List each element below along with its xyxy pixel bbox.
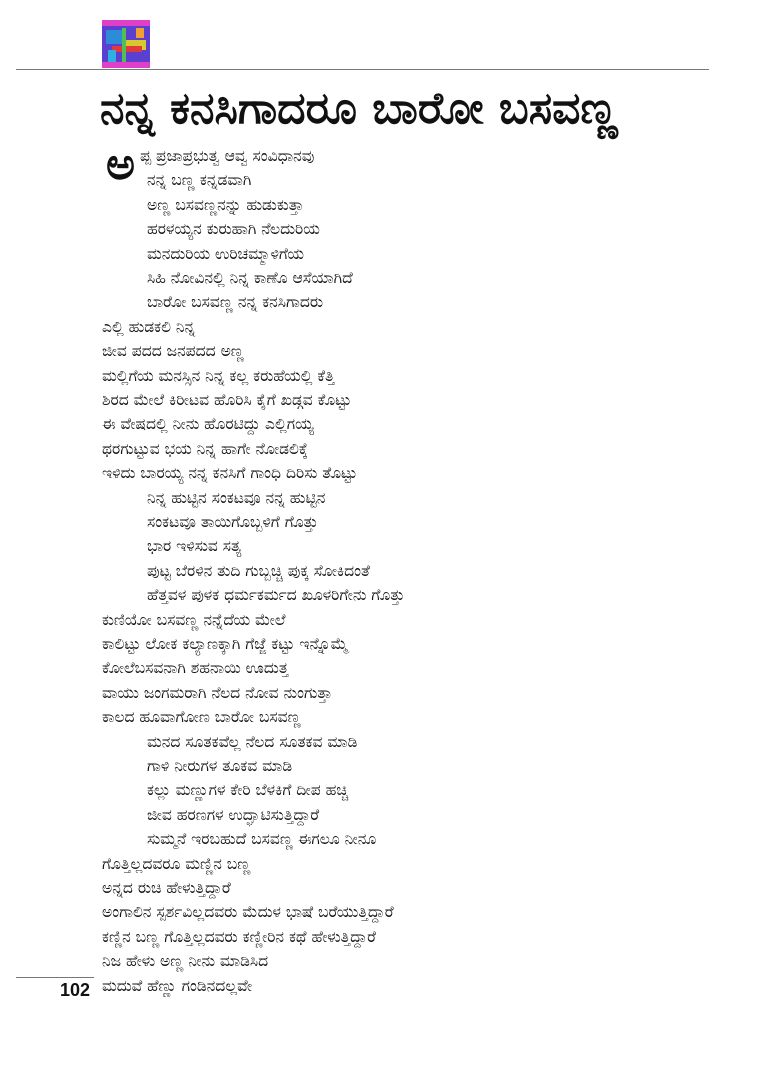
poem-line: ಸುಮ್ಮನೆ ಇರಬಹುದೆ ಬಸವಣ್ಣ ಈಗಲೂ ನೀನೂ [147, 830, 377, 849]
footer-rule [16, 977, 94, 978]
poem-line: ಅನ್ನದ ರುಚಿ ಹೇಳುತ್ತಿದ್ದಾರೆ [102, 879, 231, 897]
poem-line: ಸಿಹಿ ನೋವಿನಲ್ಲಿ ನಿನ್ನ ಕಾಣೊ ಆಸೆಯಾಗಿದೆ [147, 269, 353, 287]
poem-line: ಜೀವ ಪದದ ಜನಪದದ ಅಣ್ಣ [102, 342, 244, 361]
poem-line: ಕಲ್ಲು ಮಣ್ಣುಗಳ ಕೇರಿ ಬೆಳಕಿಗೆ ದೀಪ ಹಚ್ಚಿ [147, 781, 349, 800]
poem-line: ವಾಯು ಜಂಗಮರಾಗಿ ನೆಲದ ನೋವ ನುಂಗುತ್ತಾ [102, 683, 333, 702]
poem-line: ಥರಗುಟ್ಟುವ ಭಯ ನಿನ್ನ ಹಾಗೇ ನೋಡಲಿಕ್ಕೆ [102, 439, 308, 458]
poem-title: ನನ್ನ ಕನಸಿಗಾದರೂ ಬಾರೋ ಬಸವಣ್ಣ [100, 83, 618, 134]
poem-line: ಕಣ್ಣಿನ ಬಣ್ಣ ಗೊತ್ತಿಲ್ಲದವರು ಕಣ್ಣೀರಿನ ಕಥೆ ಹೇಳುತ್ತಿದ್ದಾರೆ [102, 927, 376, 946]
poem-line: ಶಿರದ ಮೇಲೆ ಕಿರೀಟವ ಹೊರಿಸಿ ಕೈಗೆ ಖಡ್ಗವ ಕೊಟ್ಟು [102, 391, 352, 409]
poem-line: ಮದುವೆ ಹೆಣ್ಣು ಗಂಡಿನದಲ್ಲವೇ [102, 976, 253, 995]
poem-line: ಹೆತ್ತವಳ ಪುಳಕ ಧರ್ಮಕರ್ಮದ ಖೂಳರಿಗೇನು ಗೊತ್ತು [147, 586, 405, 605]
poem-line: ಮನದುರಿಯ ಉರಿಚಮ್ಮಾಳಿಗೆಯ [147, 244, 305, 263]
poem-line: ಬಾರೋ ಬಸವಣ್ಣ ನನ್ನ ಕನಸಿಗಾದರು [147, 293, 324, 312]
poem-line: ಮನದ ಸೂತಕವೆಲ್ಲ ನೆಲದ ಸೂತಕವ ಮಾಡಿ [147, 732, 358, 751]
header-rule [16, 69, 709, 70]
poem-line: ಕೋಲೆಬಸವನಾಗಿ ಶಹನಾಯಿ ಊದುತ್ತ [102, 659, 289, 678]
poem-line: ಗೊತ್ತಿಲ್ಲದವರೂ ಮಣ್ಣಿನ ಬಣ್ಣ [102, 854, 251, 873]
poem-line: ಅಂಗಾಲಿನ ಸ್ಪರ್ಶವಿಲ್ಲದವರು ಮೆದುಳ ಭಾಷೆ ಬರೆಯುತ್ತಿದ್ದಾರೆ [102, 903, 394, 922]
poem-line: ಪುಟ್ಟ ಬೆರಳಿನ ತುದಿ ಗುಬ್ಬಚ್ಚಿ ಪುಕ್ಕ ಸೋಕಿದಂತೆ [147, 561, 370, 580]
poem-line: ಗಾಳಿ ನೀರುಗಳ ತೂಕವ ಮಾಡಿ [147, 757, 293, 775]
poem-line: ಸಂಕಟವೂ ತಾಯಿಗೊಬ್ಬಳಿಗೆ ಗೊತ್ತು [147, 513, 319, 531]
drop-cap: ಅ [106, 139, 135, 190]
poem-line: ಮಲ್ಲಿಗೆಯ ಮನಸ್ಸಿನ ನಿನ್ನ ಕಲ್ಲ ಕರುಹೆಯಲ್ಲಿ ಕೆತ್ತಿ [102, 366, 335, 385]
poem-line: ಹರಳಯ್ಯನ ಕುರುಹಾಗಿ ನೆಲದುರಿಯ [147, 220, 320, 239]
poem-line: ಕುಣಿಯೋ ಬಸವಣ್ಣ ನನ್ನೆದೆಯ ಮೇಲೆ [102, 610, 286, 629]
poem-line: ನನ್ನ ಬಣ್ಣ ಕನ್ನಡವಾಗಿ [147, 171, 252, 190]
poem-line: ಅಣ್ಣ ಬಸವಣ್ಣನನ್ನು ಹುಡುಕುತ್ತಾ [147, 195, 304, 214]
poem-line: ಕಾಲದ ಹೂವಾಗೋಣ ಬಾರೋ ಬಸವಣ್ಣ [102, 708, 301, 727]
magazine-logo [102, 20, 150, 68]
poem-line: ಇಳಿದು ಬಾರಯ್ಯ ನನ್ನ ಕನಸಿಗೆ ಗಾಂಧಿ ದಿರಿಸು ತೊಟ್ಟು [102, 464, 358, 483]
poem-line: ನಿಜ ಹೇಳು ಅಣ್ಣ ನೀನು ಮಾಡಿಸಿದ [102, 952, 269, 971]
poem-line: ಈ ವೇಷದಲ್ಲಿ ನೀನು ಹೊರಟಿದ್ದು ಎಲ್ಲಿಗಯ್ಯ [102, 415, 314, 434]
poem-line: ನಿನ್ನ ಹುಟ್ಟಿನ ಸಂಕಟವೂ ನನ್ನ ಹುಟ್ಟಿನ [147, 488, 326, 507]
poem-line: ಎಲ್ಲಿ ಹುಡಕಲಿ ನಿನ್ನ [102, 317, 196, 336]
poem-line: ಪ್ಪ ಪ್ರಜಾಪ್ರಭುತ್ವ ಆವ್ವ ಸಂವಿಧಾನವು [140, 147, 315, 165]
poem-line: ಕಾಲಿಟ್ಟು ಲೋಕ ಕಲ್ಯಾಣಕ್ಕಾಗಿ ಗೆಜ್ಜೆ ಕಟ್ಟು ಇನ್ನೊಮ್ಮೆ [102, 635, 349, 653]
poem-line: ಜೀವ ಹರಣಗಳ ಉದ್ಘಾಟಿಸುತ್ತಿದ್ದಾರೆ [147, 805, 320, 824]
poem-line: ಭಾರ ಇಳಿಸುವ ಸತ್ಯ [147, 537, 242, 556]
page-number: 102 [60, 980, 91, 1000]
